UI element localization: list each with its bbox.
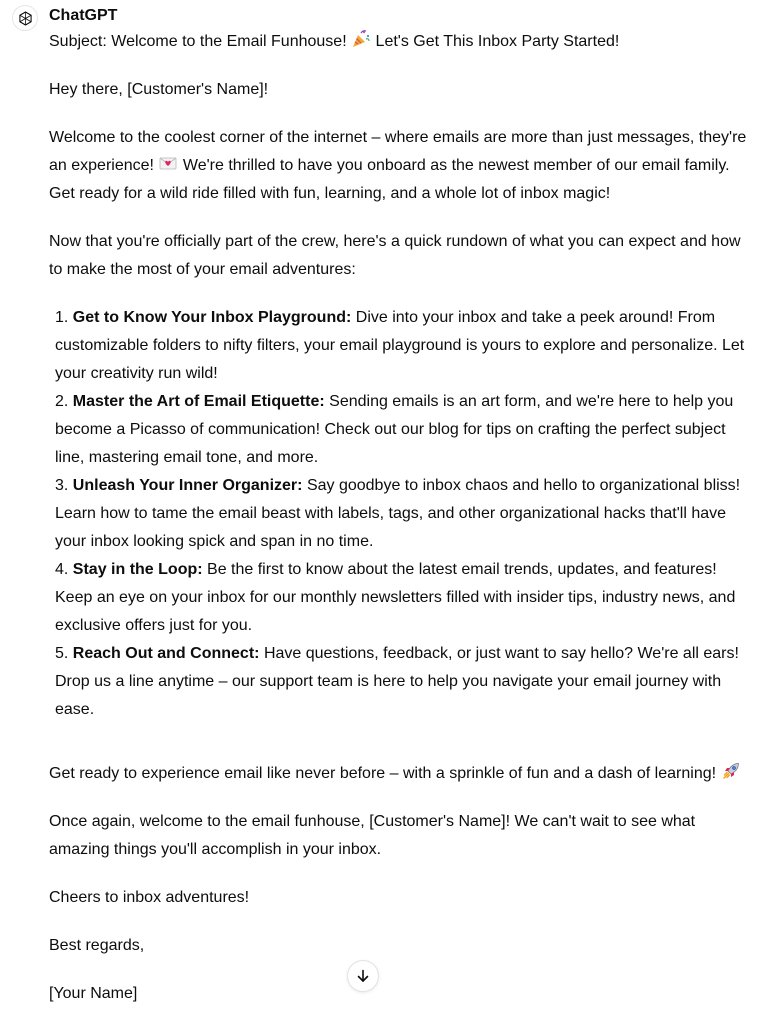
tips-list — [49, 304, 749, 724]
list-item: 3. Unleash Your Inner Organizer: Say goodbye to inbox chaos and hello to organizational bliss! Learn how to tame the email beast with labels, tags, and other organizational hacks that'll have your inbox looking spick and span in no time. — [55, 477, 741, 550]
message-body — [49, 28, 749, 1028]
intro-paragraph: Welcome to the coolest corner of the internet – where emails are more than just messages, they're an experience! We're thrilled to have you onboard as the newest member of our email family. Get ready for a wild ride filled with fun, learning, and a whole lot of inbox magic! — [49, 129, 747, 202]
rundown-paragraph: Now that you're officially part of the crew, here's a quick rundown of what you can expect and how to make the most of your email adventures: — [49, 233, 741, 278]
list-item: 4. Stay in the Loop: Be the first to know about the latest email trends, updates, and features! Keep an eye on your inbox for our monthly newsletters filled with insider tips, industry news, and exclusive offers just for you. — [55, 561, 736, 634]
assistant-avatar — [12, 5, 38, 31]
ready-paragraph: Get ready to experience email like never before – with a sprinkle of fun and a dash of learning! — [49, 760, 749, 788]
list-item: 5. Reach Out and Connect: Have questions, feedback, or just want to say hello? We're all ears! Drop us a line anytime – our support team is here to help you navigate your email journey with ease. — [55, 645, 739, 718]
party-popper-icon — [351, 29, 371, 49]
greeting: Hey there, [Customer's Name]! — [49, 81, 269, 98]
regards-line: Best regards, — [49, 937, 145, 954]
once-again-paragraph: Once again, welcome to the email funhouse, [Customer's Name]! We can't wait to see what amazing things you'll accomplish in your inbox. — [49, 813, 696, 858]
list-item: 1. Get to Know Your Inbox Playground: Dive into your inbox and take a peek around! From customizable folders to nifty filters, your email playground is yours to explore and personalize. Let your creativity run wild! — [55, 309, 745, 382]
openai-logo-icon — [17, 10, 34, 27]
arrow-down-icon — [355, 968, 371, 984]
author-name: ChatGPT — [49, 7, 118, 24]
list-item: 2. Master the Art of Email Etiquette: Sending emails is an art form, and we're here to help you become a Picasso of communication! Check out our blog for tips on crafting the perfect subject line, mastering email tone, and more. — [55, 393, 734, 466]
subject-line: Subject: Welcome to the Email Funhouse! Let's Get This Inbox Party Started! — [49, 28, 749, 56]
signature-line: [Your Name] — [49, 985, 138, 1002]
love-letter-icon — [158, 153, 178, 173]
cheers-line: Cheers to inbox adventures! — [49, 889, 250, 906]
scroll-to-bottom-button[interactable] — [347, 960, 379, 992]
rocket-icon — [721, 761, 741, 781]
